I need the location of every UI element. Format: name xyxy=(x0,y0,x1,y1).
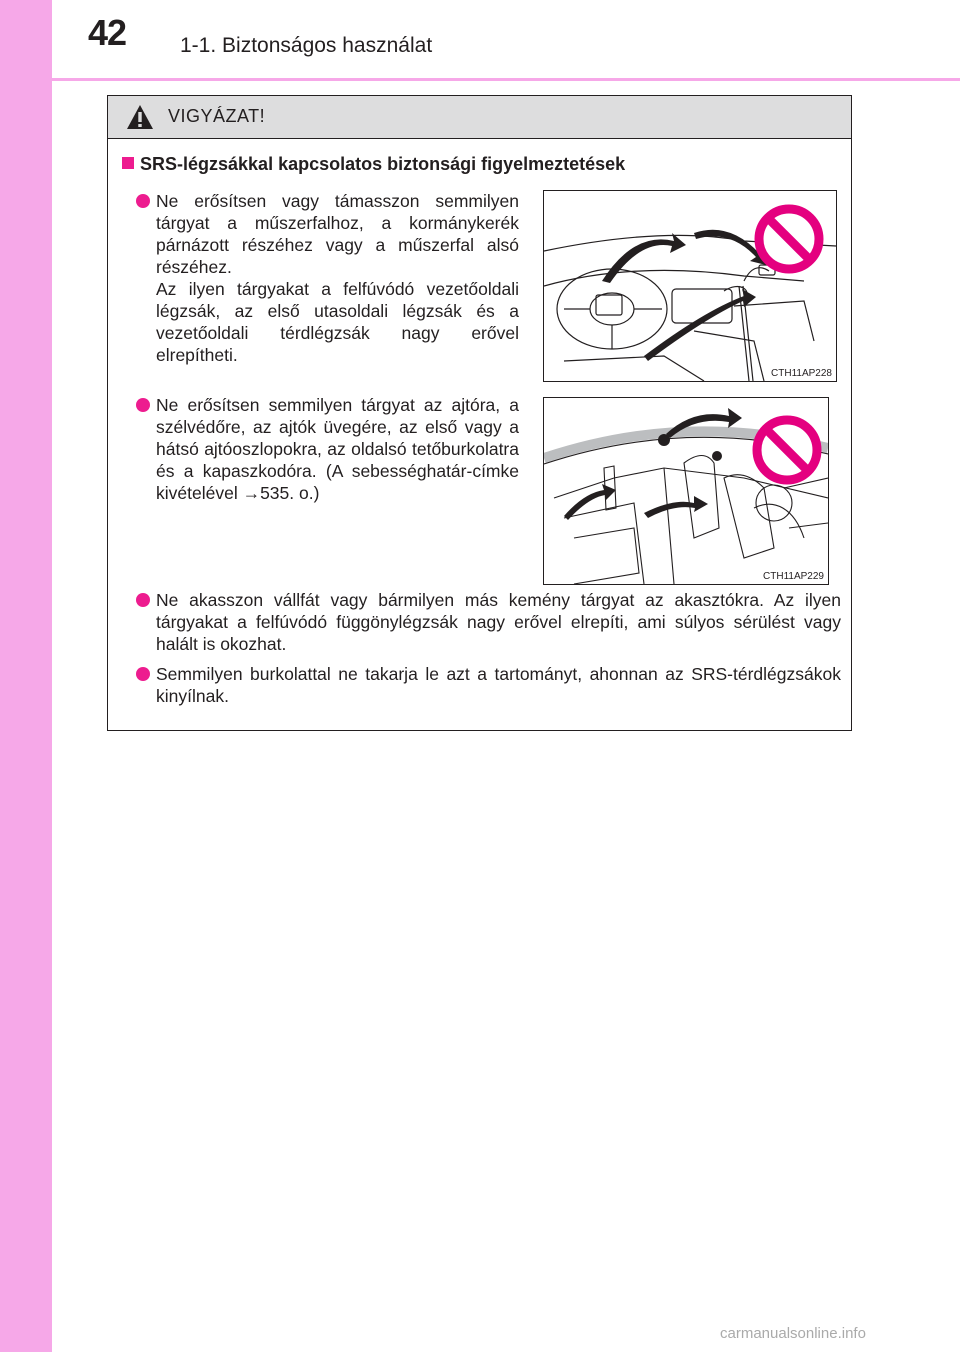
header-rule xyxy=(52,78,960,81)
bullet-paragraph: Az ilyen tárgyakat a felfúvódó vezetőoldali légzsák, az első utasoldali légzsák és a vezetőoldali térdlégzsák nagy erővel elrepítheti. xyxy=(156,279,519,365)
square-bullet-icon xyxy=(122,157,134,169)
subheading-text: SRS-légzsákkal kapcsolatos biztonsági figyelmeztetések xyxy=(140,154,626,174)
illustration-dashboard xyxy=(543,190,837,382)
bullet-paragraph: Ne erősítsen vagy támasszon semmilyen tárgyat a műszerfalhoz, a kormánykerék párnázott részéhez vagy a műszerfal alsó részéhez. xyxy=(156,191,519,277)
warning-subheading xyxy=(122,154,625,175)
bullet-paragraph: Ne erősítsen semmilyen tárgyat az ajtóra, a szélvédőre, az ajtók üvegére, az első vagy a hátsó ajtóoszlopokra, az oldalsó tetőburkolatra és a kapaszkodóra. (A sebességhatár-címke kivételével →535. o.) xyxy=(156,395,519,503)
bullet-paragraph: Ne akasszon vállfát vagy bármilyen más kemény tárgyat az akasztókra. Az ilyen tárgyakat a felfúvódó függönylégzsák nagy erővel elrepíti, ami súlyos sérülést vagy halált is okozhat. xyxy=(156,590,841,654)
illustration-code: CTH11AP228 xyxy=(771,368,832,379)
warning-header xyxy=(108,96,851,139)
page-number: 42 xyxy=(88,12,127,53)
side-color-strip xyxy=(0,0,52,1352)
round-bullet-icon xyxy=(136,667,150,681)
illustration-code: CTH11AP229 xyxy=(763,571,824,582)
round-bullet-icon xyxy=(136,593,150,607)
section-title: 1-1. Biztonságos használat xyxy=(180,34,433,57)
warning-box xyxy=(107,95,852,731)
bullet-paragraph: Semmilyen burkolattal ne takarja le azt a tartományt, ahonnan az SRS-térdlégzsákok kinyílnak. xyxy=(156,664,841,706)
illustration-interior xyxy=(543,397,829,585)
warning-triangle-icon xyxy=(126,104,154,130)
bullet-item xyxy=(156,190,519,366)
bullet-item xyxy=(156,589,841,655)
bullet-item xyxy=(156,663,841,707)
interior-illustration-drawing xyxy=(544,398,828,584)
round-bullet-icon xyxy=(136,398,150,412)
warning-title: VIGYÁZAT! xyxy=(168,106,266,126)
bullet-item xyxy=(156,394,519,504)
round-bullet-icon xyxy=(136,194,150,208)
footer-watermark[interactable]: carmanualsonline.info xyxy=(720,1325,866,1342)
dashboard-illustration-drawing xyxy=(544,191,836,381)
